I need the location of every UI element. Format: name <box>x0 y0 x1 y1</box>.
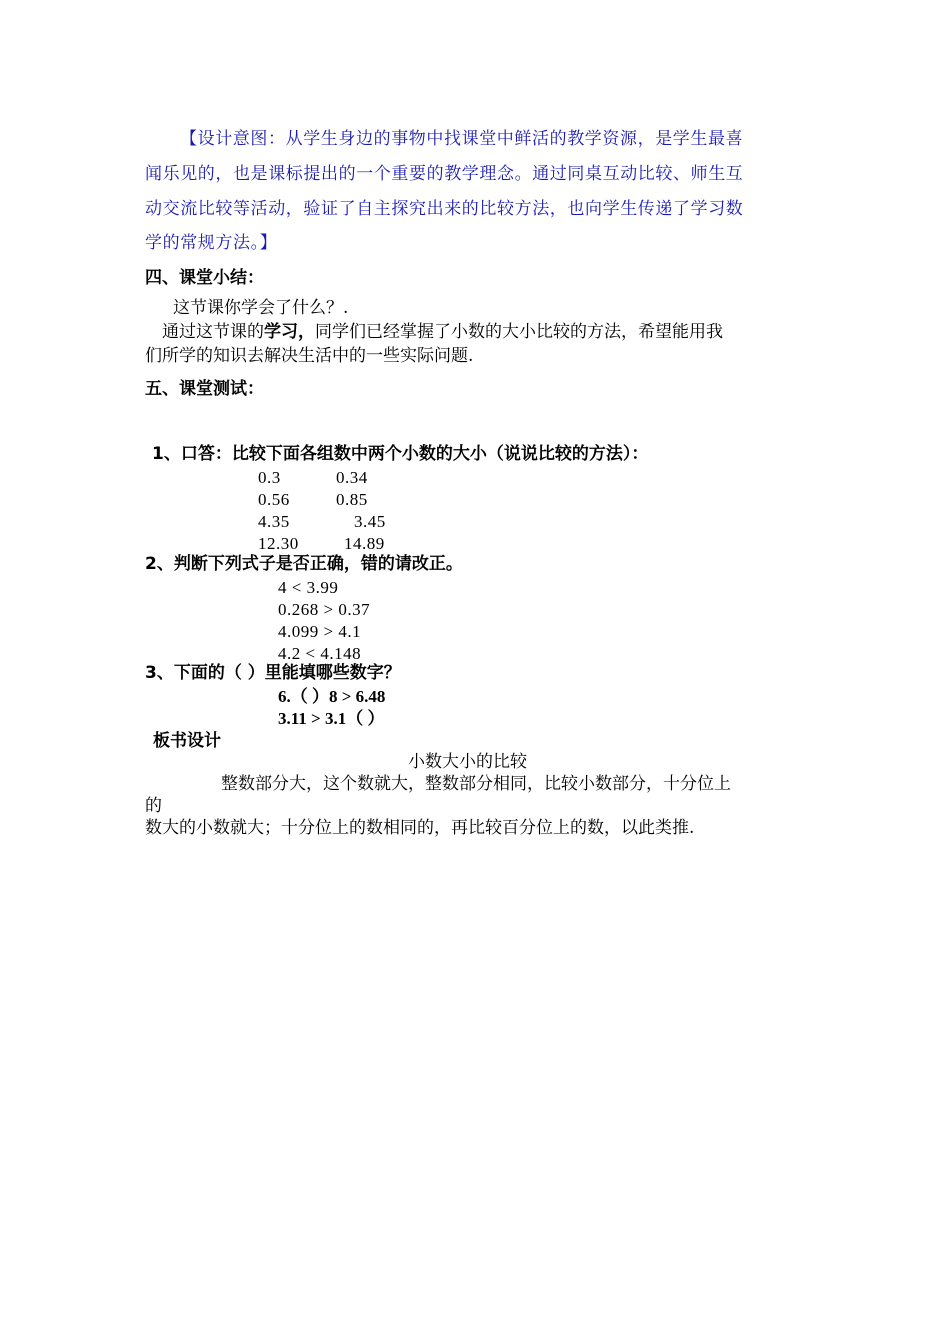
design-intent-line-1: 【设计意图：从学生身边的事物中找课堂中鲜活的教学资源，是学生最喜 <box>180 129 744 149</box>
q1-pair-2-a: 0.56 <box>258 490 290 509</box>
summary-paragraph-after: 同学们已经掌握了小数的大小比较的方法，希望能用我 <box>315 322 723 342</box>
q3-label: 3、下面的（ ）里能填哪些数字？ <box>145 663 401 683</box>
summary-paragraph-line-2: 们所学的知识去解决生活中的一些实际问题. <box>145 346 474 366</box>
summary-paragraph-line-1 <box>162 324 723 341</box>
board-line-3: 数大的小数就大；十分位上的数相同的，再比较百分位上的数，以此类推. <box>145 818 695 838</box>
board-line-2: 的 <box>145 796 162 816</box>
summary-paragraph-before: 通过这节课的 <box>162 322 264 342</box>
design-intent-line-4: 学的常规方法。】 <box>145 233 278 253</box>
design-intent-line-3: 动交流比较等活动，验证了自主探究出来的比较方法，也向学生传递了学习数 <box>145 199 744 219</box>
q3-item-2: 3.11 > 3.1（ ） <box>278 709 385 728</box>
q1-pair-3-b: 3.45 <box>354 512 386 531</box>
summary-question: 这节课你学会了什么？. <box>173 298 349 318</box>
summary-paragraph-bold: 学习， <box>264 322 315 342</box>
board-title: 小数大小的比较 <box>408 752 527 772</box>
q1-pair-1-a: 0.3 <box>258 468 281 487</box>
board-heading: 板书设计 <box>153 731 221 751</box>
design-intent-line-2: 闻乐见的，也是课标提出的一个重要的教学理念。通过同桌互动比较、师生互 <box>145 164 744 184</box>
q2-label: 2、判断下列式子是否正确，错的请改正。 <box>145 554 463 574</box>
q1-pair-4-b: 14.89 <box>344 534 385 553</box>
q1-pair-2-b: 0.85 <box>336 490 368 509</box>
q1-pair-3-a: 4.35 <box>258 512 290 531</box>
q3-item-1: 6.（ ）8 > 6.48 <box>278 687 386 706</box>
board-line-1: 整数部分大，这个数就大，整数部分相同，比较小数部分，十分位上 <box>221 774 731 794</box>
q2-item-2: 0.268 > 0.37 <box>278 600 371 619</box>
q2-item-1: 4 < 3.99 <box>278 578 339 597</box>
q1-pair-1-b: 0.34 <box>336 468 368 487</box>
q1-label: 1、口答：比较下面各组数中两个小数的大小（说说比较的方法）： <box>152 444 649 464</box>
test-heading: 五、课堂测试： <box>145 379 264 399</box>
q2-item-3: 4.099 > 4.1 <box>278 622 362 641</box>
q1-pair-4-a: 12.30 <box>258 534 299 553</box>
summary-heading: 四、课堂小结： <box>145 268 264 288</box>
q2-item-4: 4.2 < 4.148 <box>278 644 362 663</box>
